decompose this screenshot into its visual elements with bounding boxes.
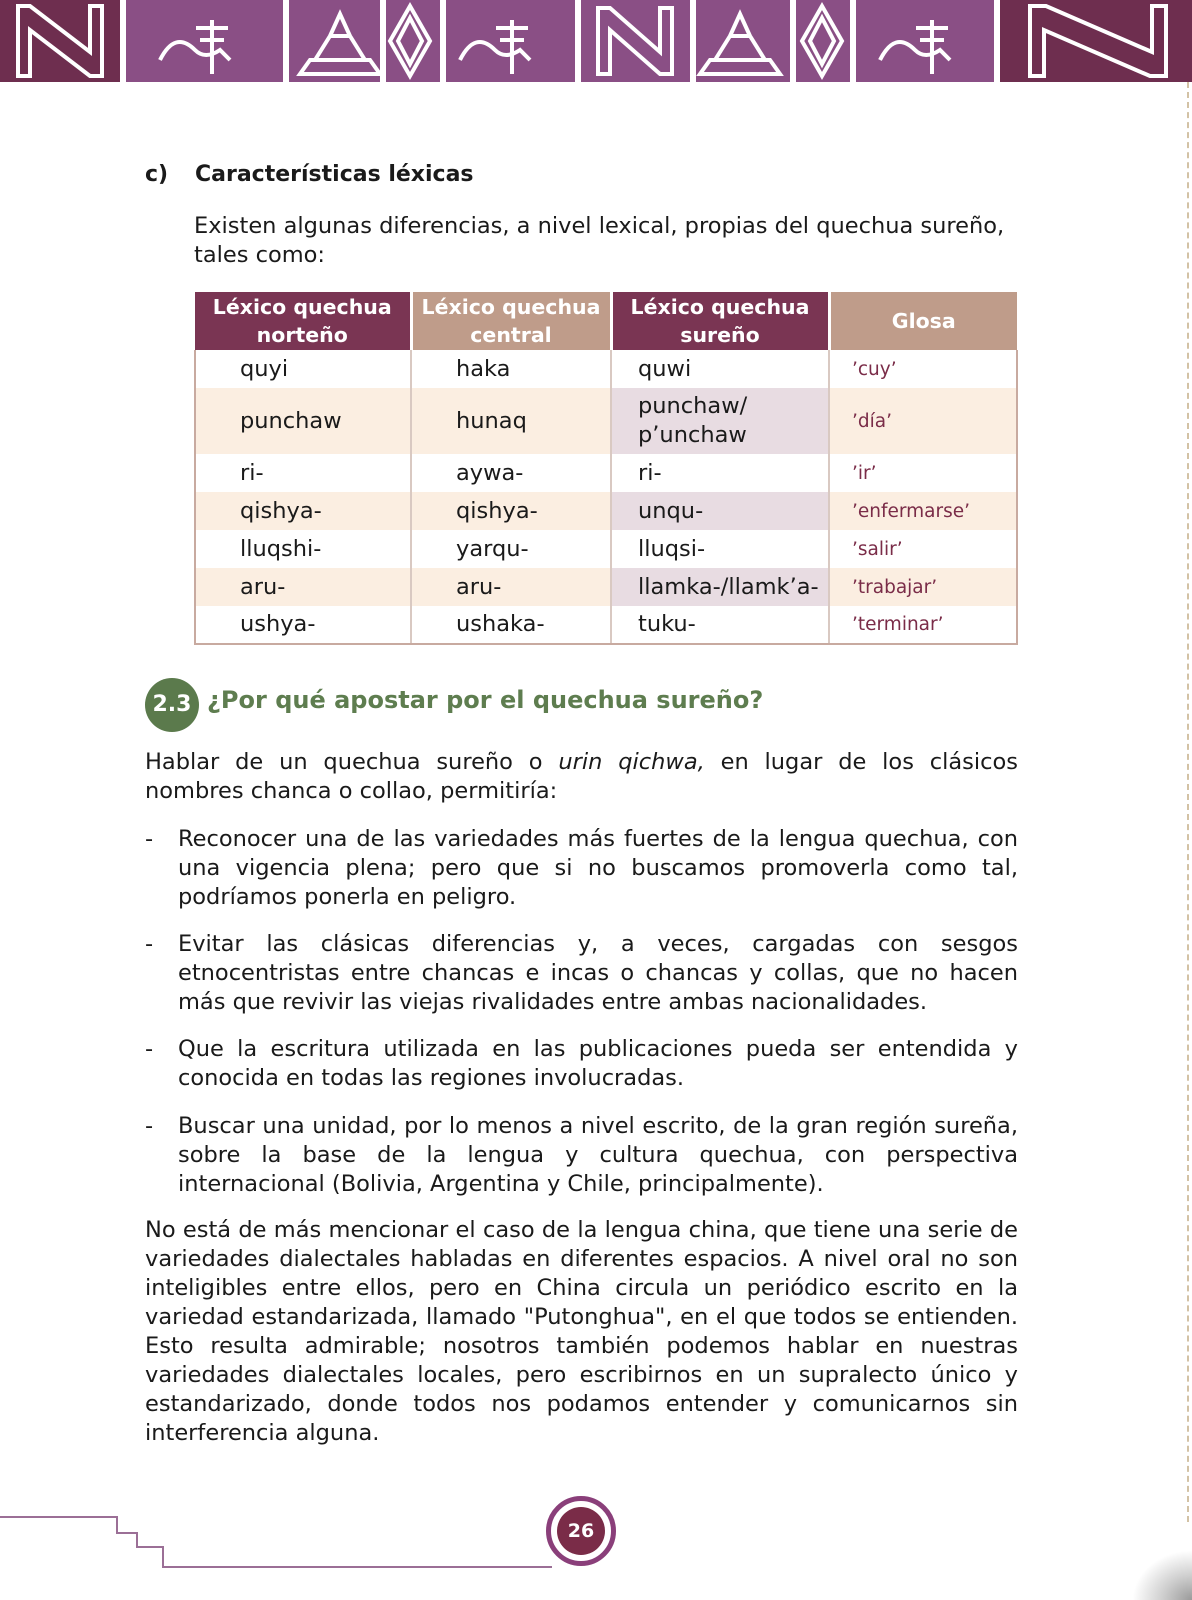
list-item-text: Buscar una unidad, por lo menos a nivel escrito, de la gran región sureña, sobre la base de la lengua y cultura quechua, con perspectiva internacional (Bolivia, Argentina y Chile, principalmente). [178, 1113, 1018, 1197]
table-cell: quyi [195, 350, 411, 388]
list-item-text: Evitar las clásicas diferencias y, a veces, cargadas con sesgos etnocentristas entre chancas e incas o chancas y collas, que no hacen más que revivir las viejas rivalidades entre ambas nacionalidades. [178, 931, 1018, 1015]
table-cell: ’día’ [829, 388, 1017, 454]
table-cell: ’ir’ [829, 454, 1017, 492]
section-lead-paragraph [145, 748, 1018, 806]
bullet-dash: - [145, 931, 154, 957]
table-header-cell: Léxico quechua central [411, 292, 611, 350]
right-margin-rule [1187, 82, 1189, 1522]
table-cell: tuku- [611, 606, 829, 644]
table-row [195, 350, 1017, 388]
table-cell: ’salir’ [829, 530, 1017, 568]
list-item [145, 1112, 1018, 1199]
table-cell: ’trabajar’ [829, 568, 1017, 606]
header-decorative-band [0, 0, 1192, 82]
table-row [195, 388, 1017, 454]
table-cell: unqu- [611, 492, 829, 530]
table-cell: qishya- [195, 492, 411, 530]
table-row [195, 568, 1017, 606]
table-cell: haka [411, 350, 611, 388]
list-item [145, 930, 1018, 1017]
table-row [195, 606, 1017, 644]
bullet-dash: - [145, 1113, 154, 1139]
bullet-dash: - [145, 826, 154, 852]
table-cell: ushaka- [411, 606, 611, 644]
table-cell: punchaw [195, 388, 411, 454]
table-cell: yarqu- [411, 530, 611, 568]
table-header-cell: Glosa [829, 292, 1017, 350]
table-cell: ri- [611, 454, 829, 492]
table-cell: llamka-/llamk’a- [611, 568, 829, 606]
bullet-dash: - [145, 1036, 154, 1062]
list-item-text: Que la escritura utilizada en las publicaciones pueda ser entendida y conocida en todas las regiones involucradas. [178, 1036, 1018, 1091]
lexical-table [194, 292, 1018, 645]
lead-italic-term: urin qichwa, [558, 749, 705, 775]
table-cell: ’enfermarse’ [829, 492, 1017, 530]
list-item [145, 825, 1018, 912]
table-header-cell: Léxico quechua sureño [611, 292, 829, 350]
table-row [195, 492, 1017, 530]
list-item-text: Reconocer una de las variedades más fuertes de la lengua quechua, con una vigencia plena; pero que si no buscamos promoverla como tal, podríamos ponerla en peligro. [178, 826, 1018, 910]
section-number-badge: 2.3 [145, 678, 199, 732]
table-row [195, 454, 1017, 492]
table-cell: ushya- [195, 606, 411, 644]
page-number-badge [546, 1496, 616, 1566]
table-cell: ’cuy’ [829, 350, 1017, 388]
section-title: ¿Por qué apostar por el quechua sureño? [207, 686, 764, 714]
subsection-title: Características léxicas [195, 162, 474, 187]
table-cell: aru- [195, 568, 411, 606]
table-cell: aru- [411, 568, 611, 606]
table-cell: quwi [611, 350, 829, 388]
table-row [195, 530, 1017, 568]
table-cell [611, 388, 829, 454]
subsection-intro: Existen algunas diferencias, a nivel lexical, propias del quechua sureño, tales como: [194, 213, 1005, 268]
subsection-heading [145, 162, 474, 187]
table-cell: hunaq [411, 388, 611, 454]
table-cell: ri- [195, 454, 411, 492]
table-cell: lluqsi- [611, 530, 829, 568]
lead-text: en lugar de los clásicos nombres chanca o collao, permitiría: [145, 749, 1018, 804]
table-cell: lluqshi- [195, 530, 411, 568]
table-cell: aywa- [411, 454, 611, 492]
table-cell-text: punchaw/ p’unchaw [638, 393, 748, 448]
table-header-cell: Léxico quechua norteño [195, 292, 411, 350]
andean-textile-pattern-icon [0, 0, 1192, 82]
subsection-letter: c) [145, 162, 169, 187]
closing-paragraph: No está de más mencionar el caso de la lengua china, que tiene una serie de variedades dialectales habladas en diferentes espacios. A nivel oral no son inteligibles entre ellos, pero en China circula un periódico escrito en la variedad estandarizada, llamado "Putonghua", en el que todos se entienden. Esto resulta admirable; nosotros también podemos hablar en nuestras variedades dialectales locales, pero escribirnos en un supralecto único y estandarizado, donde todos nos podamos entender y comunicarnos sin interferencia alguna. [145, 1217, 1018, 1446]
table-cell: qishya- [411, 492, 611, 530]
page-number: 26 [557, 1507, 605, 1555]
page-curl-corner [1132, 1550, 1192, 1600]
table-cell: ’terminar’ [829, 606, 1017, 644]
lead-text: Hablar de un quechua sureño o [145, 749, 559, 775]
list-item [145, 1035, 1018, 1093]
table-header-row [195, 292, 1017, 350]
